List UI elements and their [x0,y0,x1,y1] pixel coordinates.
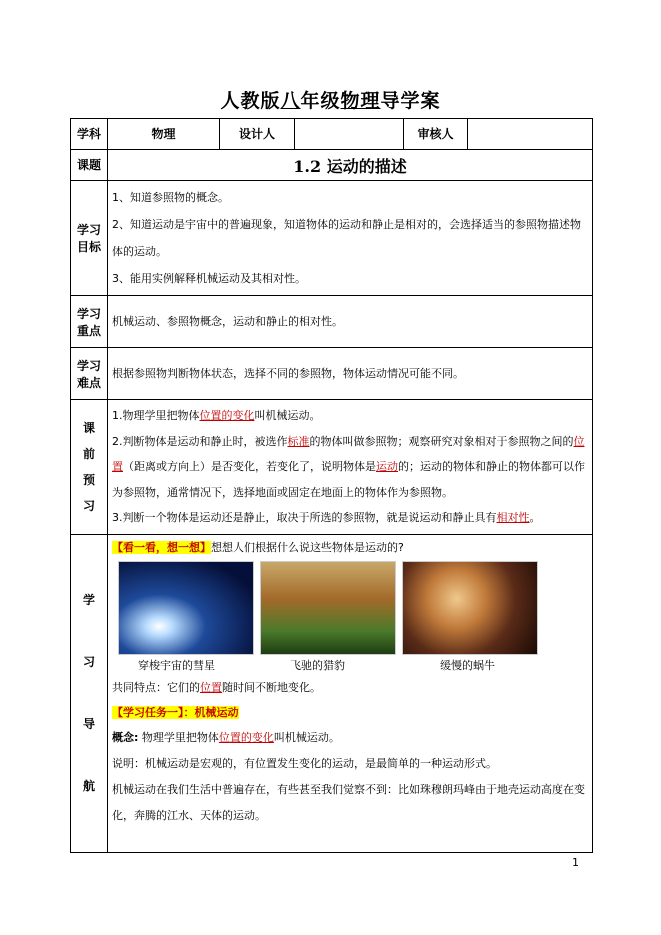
key-points-row [71,296,593,348]
designer-value [295,119,404,150]
difficulty-label: 学习 难点 [71,348,108,400]
lesson-row [71,150,593,181]
difficulty-text: 根据参照物判断物体状态，选择不同的参照物，物体运动情况可能不同。 [108,348,593,400]
cheetah-image [260,561,396,655]
note-line: 说明：机械运动是宏观的，有位置发生变化的运动，是最简单的一种运动形式。 [112,756,497,770]
preview-row [71,400,593,535]
comet-image [118,561,254,655]
goal-item: 3、能用实例解释机械运动及其相对性。 [112,272,306,285]
goal-item: 2、知道运动是宇宙中的普遍现象，知道物体的运动和静止是相对的，会选择适当的参照物描述物体的运动。 [112,218,581,258]
goals-row [71,181,593,296]
page-title: 人教版八年级物理导学案 [220,90,441,112]
key-points-label: 学习 重点 [71,296,108,348]
guide-table [70,118,593,853]
example-line: 机械运动在我们生活中普遍存在，有些甚至我们觉察不到：比如珠穆朗玛峰由于地壳运动高度在变化，奔腾的江水、天体的运动。 [112,782,585,822]
goals-content [108,181,593,296]
preview-content [108,400,593,535]
caption-cheetah: 飞驰的猎豹 [290,658,345,672]
designer-label: 设计人 [220,119,295,150]
image-captions [112,657,588,675]
caption-comet: 穿梭宇宙的彗星 [138,658,215,672]
concept-line: 概念: 物理学里把物体位置的变化叫机械运动。 [112,730,340,744]
reviewer-value [468,119,593,150]
caption-snail: 缓慢的蜗牛 [440,658,495,672]
page-number: 1 [572,856,579,869]
lesson-title: 1.2 运动的描述 [108,150,593,181]
task-one-heading: 【学习任务一】：机械运动 [112,705,239,719]
preview-item-1: 1.物理学里把物体位置的变化叫机械运动。 [112,409,321,422]
difficulty-row [71,348,593,400]
key-points-text: 机械运动、参照物概念，运动和静止的相对性。 [108,296,593,348]
lesson-label: 课题 [71,150,108,181]
look-think-line: 【看一看，想一想】想想人们根据什么说这些物体是运动的? [112,540,404,554]
guide-row [71,534,593,852]
reviewer-label: 审核人 [404,119,468,150]
goals-label: 学习 目标 [71,181,108,296]
common-feature: 共同特点：它们的位置随时间不断地变化。 [112,680,321,694]
header-row [71,119,593,150]
subject-label: 学科 [71,119,108,150]
preview-item-3: 3.判断一个物体是运动还是静止，取决于所选的参照物，就是说运动和静止具有相对性。 [112,511,541,524]
guide-label: 学 习 导 航 [71,534,108,852]
subject-value: 物理 [108,119,220,150]
goal-item: 1、知道参照物的概念。 [112,191,229,204]
preview-label: 课 前 预 习 [71,400,108,535]
guide-content [108,534,593,852]
image-row [112,559,588,655]
snail-image [402,561,538,655]
preview-item-2: 2.判断物体是运动和静止时，被选作标准的物体叫做参照物；观察研究对象相对于参照物之间的位置（距离或方向上）是否变化，若变化了，说明物体是运动的；运动的物体和静止的物体都可以作为参照物，通常情况下，选择地面或固定在地面上的物体作为参照物。 [112,434,585,499]
